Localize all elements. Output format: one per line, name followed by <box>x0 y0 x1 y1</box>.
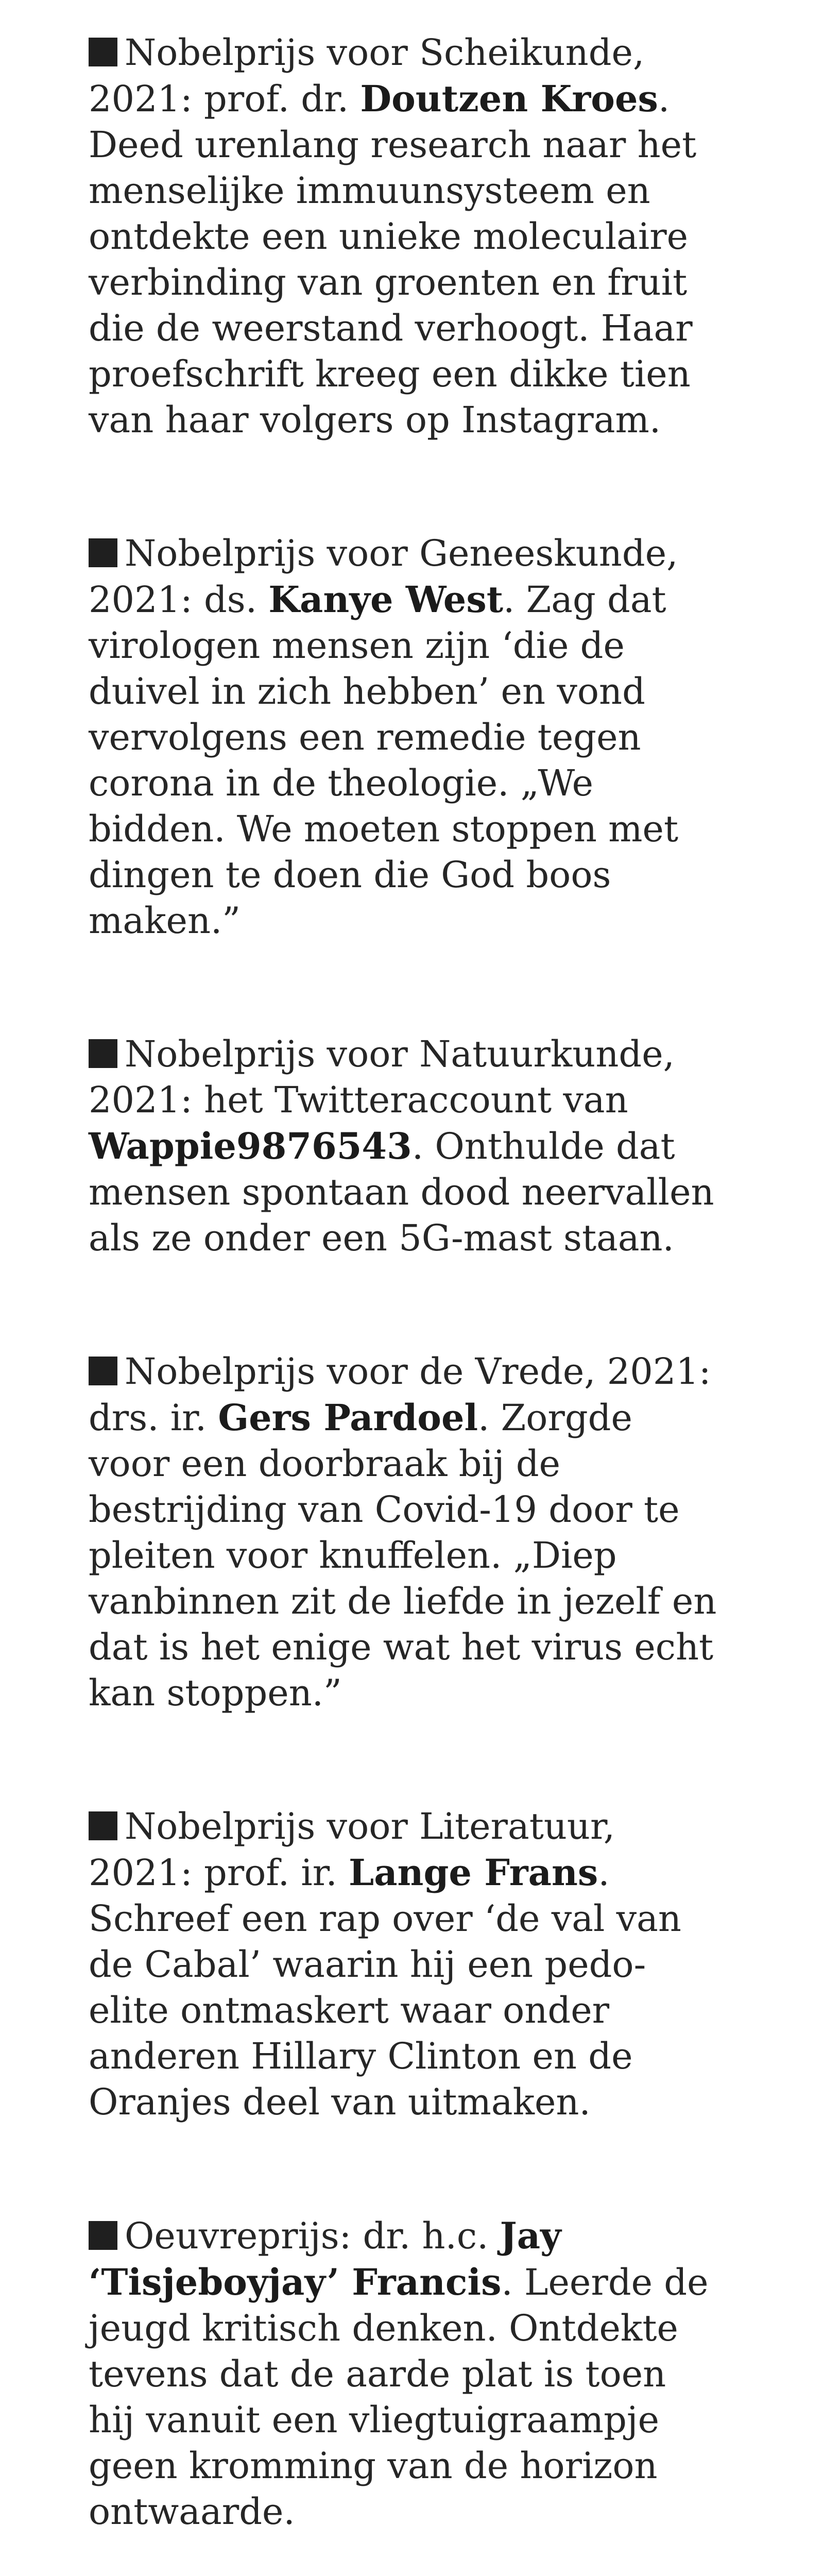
award-description: . Onthulde dat mensen spontaan dood neervallen als ze onder een 5G-mast staan. <box>89 1125 714 1259</box>
award-item-literatuur <box>89 1804 722 2125</box>
laureate-name: Wappie9876543 <box>89 1125 412 1167</box>
award-description: . Zag dat virologen mensen zijn ‘die de duivel in zich hebben’ en vond vervolgens een remedie tegen corona in de theologie. „We bidden. We moeten stoppen met dingen te doen die God boos maken.” <box>89 579 679 942</box>
award-prefix: Oeuvreprijs: dr. h.c. <box>125 2215 500 2257</box>
laureate-name: Doutzen Kroes <box>360 77 658 120</box>
award-item-oeuvreprijs <box>89 2213 722 2535</box>
laureate-name: Jay ‘Tisjeboyjay’ Francis <box>89 2214 561 2303</box>
award-prefix: Nobelprijs voor Geneeskunde, 2021: ds. <box>89 532 678 621</box>
award-description: . Deed urenlang research naar het menselijke immuunsysteem en ontdekte een unieke moleculaire verbinding van groenten en fruit die de weerstand verhoogt. Haar proefschrift kreeg een dikke tien van haar volgers op Instagram. <box>89 78 697 441</box>
award-prefix: Nobelprijs voor Natuurkunde, 2021: het Twitteraccount van <box>89 1033 675 1121</box>
bullet-square-icon <box>89 538 117 567</box>
award-paragraph <box>89 30 722 443</box>
award-paragraph <box>89 1349 722 1716</box>
bullet-square-icon <box>89 38 117 66</box>
award-paragraph <box>89 1804 722 2125</box>
award-item-geneeskunde <box>89 531 722 944</box>
award-description: . Schreef een rap over ‘de val van de Cabal’ waarin hij een pedo-elite ontmaskert waar onder anderen Hillary Clinton en de Oranjes deel van uitmaken. <box>89 1852 682 2123</box>
laureate-name: Lange Frans <box>348 1851 598 1894</box>
article-column <box>89 30 722 2576</box>
bullet-square-icon <box>89 2221 117 2250</box>
award-item-vrede <box>89 1349 722 1716</box>
award-prefix: Nobelprijs voor de Vrede, 2021: drs. ir. <box>89 1350 711 1439</box>
laureate-name: Kanye West <box>268 578 504 621</box>
award-paragraph <box>89 531 722 944</box>
bullet-square-icon <box>89 1039 117 1068</box>
award-description: . Leerde de jeugd kritisch denken. Ontdekte tevens dat de aarde plat is toen hij vanuit een vliegtuigraampje geen kromming van de horizon ontwaarde. <box>89 2261 709 2533</box>
bullet-square-icon <box>89 1357 117 1385</box>
award-paragraph <box>89 1031 722 1261</box>
award-description: . Zorgde voor een doorbraak bij de bestrijding van Covid-19 door te pleiten voor knuffelen. „Diep vanbinnen zit de liefde in jezelf en dat is het enige wat het virus echt kan stoppen.” <box>89 1397 717 1714</box>
award-item-scheikunde <box>89 30 722 443</box>
laureate-name: Gers Pardoel <box>218 1396 478 1439</box>
bullet-square-icon <box>89 1811 117 1840</box>
award-prefix: Nobelprijs voor Literatuur, 2021: prof. ir. <box>89 1805 615 1894</box>
award-item-natuurkunde <box>89 1031 722 1261</box>
award-paragraph <box>89 2213 722 2535</box>
award-prefix: Nobelprijs voor Scheikunde, 2021: prof. dr. <box>89 31 645 120</box>
